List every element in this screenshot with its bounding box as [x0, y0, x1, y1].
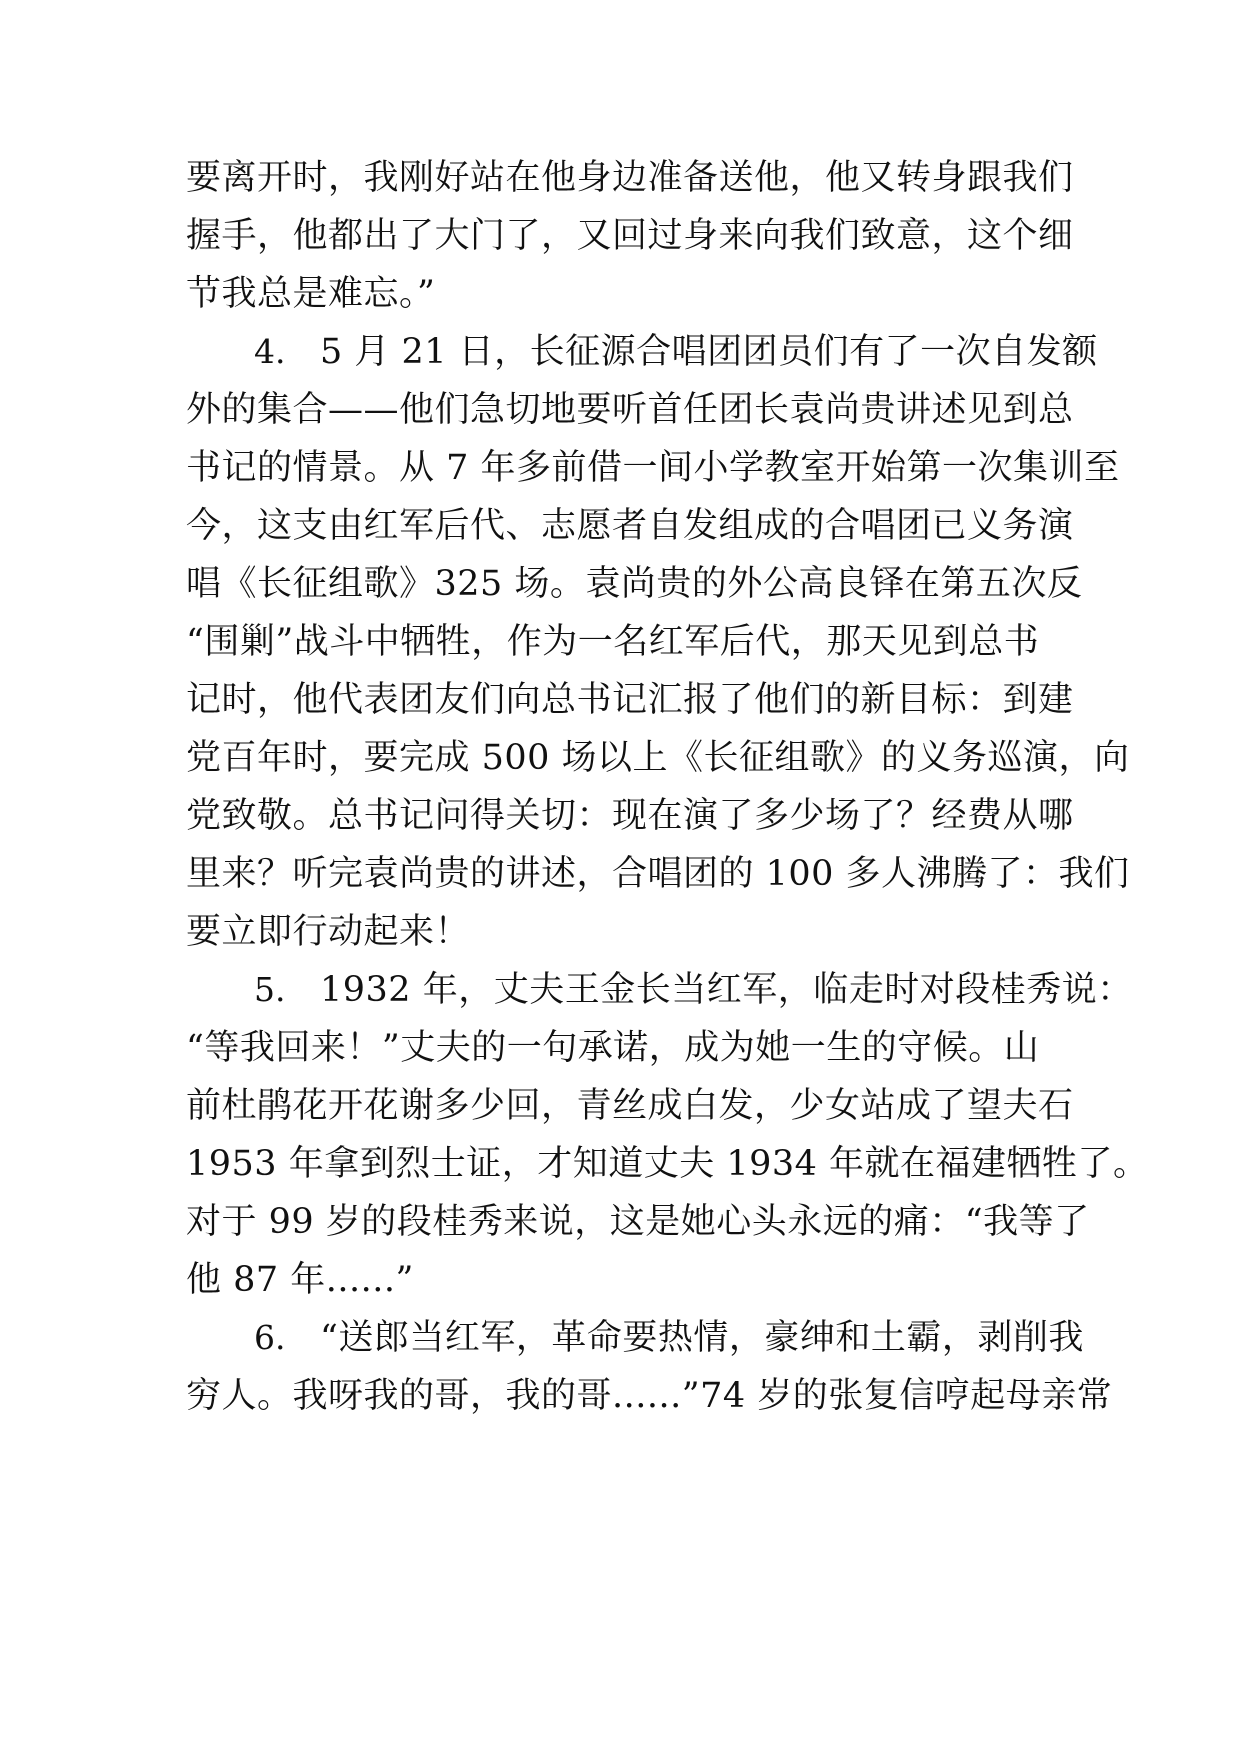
paragraph-line: 节我总是难忘。” — [186, 274, 436, 314]
paragraph-line: 党百年时，要完成 500 场以上《长征组歌》的义务巡演，向 — [186, 738, 1130, 778]
paragraph-line: 记时，他代表团友们向总书记汇报了他们的新目标：到建 — [186, 680, 1074, 720]
list-item-first-line: 5 月 21 日，长征源合唱团团员们有了一次自发额 — [320, 332, 1098, 372]
list-item-first-line: “送郎当红军，革命要热情，豪绅和土霸，剥削我 — [320, 1318, 1084, 1358]
paragraph-line: 握手，他都出了大门了，又回过身来向我们致意，这个细 — [186, 216, 1074, 256]
paragraph-line: 要离开时，我刚好站在他身边准备送他，他又转身跟我们 — [186, 158, 1074, 198]
paragraph-line: “等我回来！”丈夫的一句承诺，成为她一生的守候。山 — [186, 1028, 1040, 1068]
paragraph-line: 书记的情景。从 7 年多前借一间小学教室开始第一次集训至 — [186, 448, 1120, 488]
paragraph-line: 前杜鹃花开花谢多少回，青丝成白发，少女站成了望夫石 — [186, 1086, 1074, 1126]
list-item-number: 4. — [254, 332, 286, 371]
paragraph-line: 唱《长征组歌》325 场。袁尚贵的外公高良铎在第五次反 — [186, 564, 1083, 604]
paragraph-line: 党致敬。总书记问得关切：现在演了多少场了？经费从哪 — [186, 796, 1074, 836]
paragraph-line: 要立即行动起来！ — [186, 912, 471, 952]
list-item-first-line: 1932 年，丈夫王金长当红军，临走时对段桂秀说： — [320, 970, 1133, 1010]
paragraph-line: 里来？听完袁尚贵的讲述，合唱团的 100 多人沸腾了：我们 — [186, 854, 1130, 894]
paragraph-line: 他 87 年......” — [186, 1260, 414, 1300]
paragraph-line: 今，这支由红军后代、志愿者自发组成的合唱团已义务演 — [186, 506, 1074, 546]
paragraph-line: “围剿”战斗中牺牲，作为一名红军后代，那天见到总书 — [186, 622, 1040, 662]
paragraph-line: 对于 99 岁的段桂秀来说，这是她心头永远的痛：“我等了 — [186, 1202, 1090, 1242]
paragraph-line: 穷人。我呀我的哥，我的哥......”74 岁的张复信哼起母亲常 — [186, 1376, 1113, 1416]
paragraph-line: 外的集合——他们急切地要听首任团长袁尚贵讲述见到总 — [186, 390, 1074, 430]
list-item-number: 5. — [254, 970, 286, 1009]
paragraph-line: 1953 年拿到烈士证，才知道丈夫 1934 年就在福建牺牲了。 — [186, 1144, 1149, 1184]
list-item-number: 6. — [254, 1318, 286, 1357]
